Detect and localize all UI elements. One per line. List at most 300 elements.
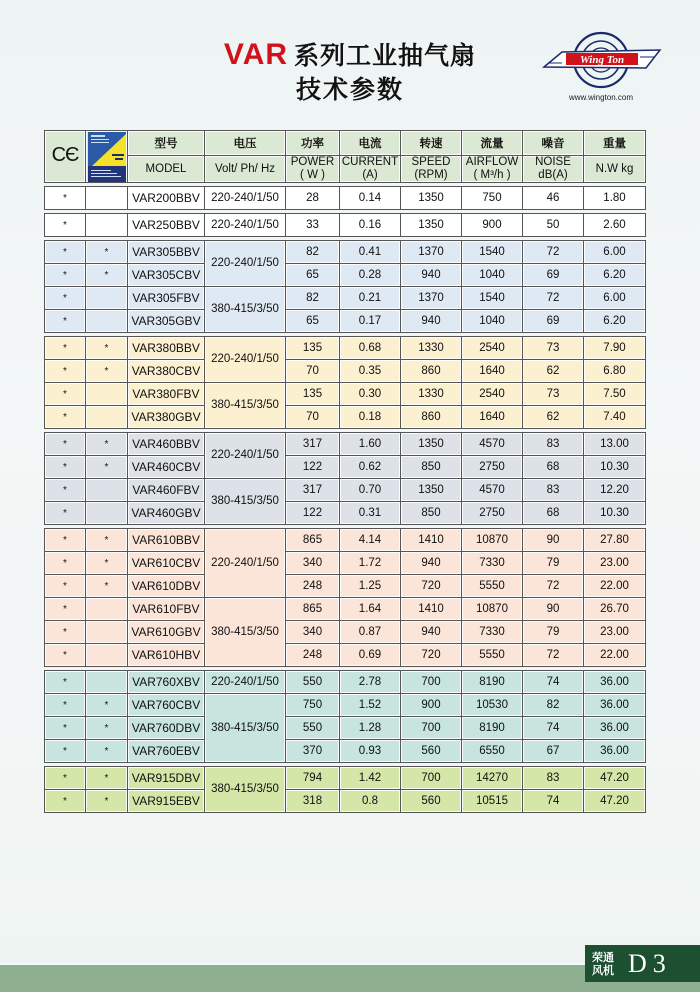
amca-certified-cell	[86, 502, 128, 525]
model-cell: VAR460BBV	[128, 433, 205, 456]
table-row	[45, 621, 646, 644]
ce-certified-cell: *	[45, 241, 86, 264]
wington-logo-icon	[536, 30, 666, 92]
model-cell: VAR305FBV	[128, 287, 205, 310]
airflow-cell: 1640	[462, 360, 523, 383]
model-cell: VAR305GBV	[128, 310, 205, 333]
noise-cell: 72	[523, 241, 584, 264]
table-row	[45, 264, 646, 287]
power-cell: 370	[286, 740, 340, 763]
airflow-cell: 1040	[462, 310, 523, 333]
current-cell: 0.93	[340, 740, 401, 763]
airflow-cell: 1540	[462, 241, 523, 264]
current-cell: 1.72	[340, 552, 401, 575]
ce-certified-cell: *	[45, 529, 86, 552]
model-cell: VAR380CBV	[128, 360, 205, 383]
ce-certified-cell: *	[45, 502, 86, 525]
table-row	[45, 479, 646, 502]
ce-certified-cell: *	[45, 187, 86, 210]
amca-header	[86, 131, 128, 183]
ce-header	[45, 131, 86, 183]
current-cell: 0.69	[340, 644, 401, 667]
weight-cell: 36.00	[584, 671, 646, 694]
model-cell: VAR460GBV	[128, 502, 205, 525]
svg-text:Wing Ton: Wing Ton	[579, 54, 625, 66]
weight-cell: 7.50	[584, 383, 646, 406]
amca-certified-cell	[86, 214, 128, 237]
speed-cell: 720	[401, 644, 462, 667]
model-cell: VAR380BBV	[128, 337, 205, 360]
weight-cell: 1.80	[584, 187, 646, 210]
current-cell: 0.41	[340, 241, 401, 264]
airflow-cell: 10530	[462, 694, 523, 717]
noise-cell: 83	[523, 767, 584, 790]
power-cell: 550	[286, 671, 340, 694]
airflow-cell: 2540	[462, 383, 523, 406]
model-cell: VAR610DBV	[128, 575, 205, 598]
table-row	[45, 598, 646, 621]
current-cell: 0.68	[340, 337, 401, 360]
power-cell: 65	[286, 310, 340, 333]
amca-certified-cell: *	[86, 767, 128, 790]
speed-cell: 1370	[401, 287, 462, 310]
noise-cell: 83	[523, 479, 584, 502]
amca-certified-cell: *	[86, 529, 128, 552]
col-weight-en-line: N.W kg	[595, 162, 634, 175]
col-volt-cn: 电压	[205, 131, 286, 156]
col-airflow-cn: 流量	[462, 131, 523, 156]
table-row	[45, 383, 646, 406]
noise-cell: 74	[523, 717, 584, 740]
col-current-cn: 电流	[340, 131, 401, 156]
amca-certified-cell	[86, 479, 128, 502]
current-cell: 1.64	[340, 598, 401, 621]
noise-cell: 69	[523, 264, 584, 287]
col-current-en-line: CURRENT	[341, 156, 399, 168]
col-model-cn: 型号	[128, 131, 205, 156]
airflow-cell: 10870	[462, 529, 523, 552]
power-cell: 750	[286, 694, 340, 717]
airflow-cell: 2750	[462, 456, 523, 479]
voltage-cell: 380-415/3/50	[205, 479, 286, 525]
current-cell: 0.14	[340, 187, 401, 210]
speed-cell: 860	[401, 406, 462, 429]
airflow-cell: 4570	[462, 433, 523, 456]
wington-logo	[536, 30, 666, 110]
noise-cell: 73	[523, 383, 584, 406]
amca-certified-cell	[86, 621, 128, 644]
current-cell: 0.87	[340, 621, 401, 644]
power-cell: 794	[286, 767, 340, 790]
model-cell: VAR305BBV	[128, 241, 205, 264]
title-series: 系列工业抽气扇	[294, 41, 477, 70]
model-cell: VAR610GBV	[128, 621, 205, 644]
ce-certified-cell: *	[45, 767, 86, 790]
noise-cell: 74	[523, 790, 584, 813]
voltage-cell: 380-415/3/50	[205, 694, 286, 763]
ce-certified-cell: *	[45, 310, 86, 333]
power-cell: 340	[286, 552, 340, 575]
table-row	[45, 575, 646, 598]
speed-cell: 1350	[401, 187, 462, 210]
amca-certified-cell	[86, 383, 128, 406]
voltage-cell: 380-415/3/50	[205, 767, 286, 813]
voltage-cell: 220-240/1/50	[205, 241, 286, 287]
table-row	[45, 644, 646, 667]
amca-certified-cell: *	[86, 740, 128, 763]
model-cell: VAR915DBV	[128, 767, 205, 790]
noise-cell: 72	[523, 287, 584, 310]
weight-cell: 10.30	[584, 502, 646, 525]
airflow-cell: 5550	[462, 644, 523, 667]
airflow-cell: 7330	[462, 621, 523, 644]
ce-certified-cell: *	[45, 552, 86, 575]
current-cell: 0.35	[340, 360, 401, 383]
speed-cell: 850	[401, 502, 462, 525]
col-airflow-en-line: AIRFLOW	[465, 156, 519, 168]
speed-cell: 940	[401, 264, 462, 287]
weight-cell: 22.00	[584, 575, 646, 598]
weight-cell: 22.00	[584, 644, 646, 667]
speed-cell: 1350	[401, 214, 462, 237]
table-row	[45, 767, 646, 790]
amca-certified-cell	[86, 644, 128, 667]
weight-cell: 23.00	[584, 552, 646, 575]
power-cell: 33	[286, 214, 340, 237]
weight-cell: 47.20	[584, 790, 646, 813]
speed-cell: 900	[401, 694, 462, 717]
amca-certified-cell	[86, 187, 128, 210]
current-cell: 1.52	[340, 694, 401, 717]
weight-cell: 6.20	[584, 264, 646, 287]
amca-certified-cell: *	[86, 717, 128, 740]
col-speed-cn: 转速	[401, 131, 462, 156]
noise-cell: 68	[523, 456, 584, 479]
col-airflow-en-line: ( M³/h )	[473, 169, 511, 181]
company-name	[592, 951, 614, 977]
amca-certified-cell: *	[86, 456, 128, 479]
power-cell: 317	[286, 433, 340, 456]
power-cell: 317	[286, 479, 340, 502]
col-power-cn: 功率	[286, 131, 340, 156]
speed-cell: 700	[401, 671, 462, 694]
amca-certified-cell	[86, 671, 128, 694]
speed-cell: 1350	[401, 479, 462, 502]
col-noise-en-line: NOISE	[535, 156, 571, 168]
power-cell: 70	[286, 406, 340, 429]
ce-certified-cell: *	[45, 717, 86, 740]
col-weight-cn: 重量	[584, 131, 646, 156]
col-noise-en	[523, 156, 584, 183]
ce-certified-cell: *	[45, 644, 86, 667]
noise-cell: 79	[523, 621, 584, 644]
weight-cell: 2.60	[584, 214, 646, 237]
airflow-cell: 5550	[462, 575, 523, 598]
voltage-cell: 220-240/1/50	[205, 529, 286, 598]
ce-certified-cell: *	[45, 406, 86, 429]
col-volt-en	[205, 156, 286, 183]
noise-cell: 50	[523, 214, 584, 237]
model-cell: VAR760DBV	[128, 717, 205, 740]
weight-cell: 13.00	[584, 433, 646, 456]
speed-cell: 1330	[401, 337, 462, 360]
weight-cell: 47.20	[584, 767, 646, 790]
amca-seal-icon	[88, 132, 126, 182]
model-cell: VAR610BBV	[128, 529, 205, 552]
current-cell: 2.78	[340, 671, 401, 694]
ce-certified-cell: *	[45, 598, 86, 621]
voltage-cell: 220-240/1/50	[205, 337, 286, 383]
ce-certified-cell: *	[45, 337, 86, 360]
amca-certified-cell	[86, 598, 128, 621]
noise-cell: 62	[523, 360, 584, 383]
speed-cell: 1370	[401, 241, 462, 264]
col-power-en-line: ( W )	[300, 169, 325, 181]
ce-certified-cell: *	[45, 740, 86, 763]
table-row	[45, 360, 646, 383]
current-cell: 0.21	[340, 287, 401, 310]
speed-cell: 940	[401, 310, 462, 333]
model-cell: VAR305CBV	[128, 264, 205, 287]
table-row	[45, 433, 646, 456]
amca-certified-cell: *	[86, 241, 128, 264]
noise-cell: 73	[523, 337, 584, 360]
airflow-cell: 6550	[462, 740, 523, 763]
model-cell: VAR200BBV	[128, 187, 205, 210]
col-speed-en-line: SPEED	[411, 156, 451, 168]
noise-cell: 69	[523, 310, 584, 333]
noise-cell: 79	[523, 552, 584, 575]
current-cell: 0.70	[340, 479, 401, 502]
page-badge	[585, 945, 700, 982]
speed-cell: 1410	[401, 598, 462, 621]
current-cell: 1.25	[340, 575, 401, 598]
current-cell: 0.8	[340, 790, 401, 813]
col-power-en-line: POWER	[290, 156, 335, 168]
header-row-cn	[45, 131, 646, 156]
current-cell: 0.16	[340, 214, 401, 237]
model-cell: VAR760XBV	[128, 671, 205, 694]
table-row	[45, 241, 646, 264]
airflow-cell: 750	[462, 187, 523, 210]
weight-cell: 26.70	[584, 598, 646, 621]
current-cell: 4.14	[340, 529, 401, 552]
power-cell: 65	[286, 264, 340, 287]
model-cell: VAR250BBV	[128, 214, 205, 237]
weight-cell: 7.40	[584, 406, 646, 429]
col-weight-en	[584, 156, 646, 183]
power-cell: 70	[286, 360, 340, 383]
noise-cell: 90	[523, 598, 584, 621]
amca-certified-cell: *	[86, 264, 128, 287]
amca-certified-cell: *	[86, 552, 128, 575]
table-row	[45, 529, 646, 552]
ce-certified-cell: *	[45, 479, 86, 502]
current-cell: 0.18	[340, 406, 401, 429]
speed-cell: 700	[401, 717, 462, 740]
model-cell: VAR760EBV	[128, 740, 205, 763]
weight-cell: 36.00	[584, 740, 646, 763]
ce-mark-icon: CЄ	[51, 143, 79, 166]
table-row	[45, 310, 646, 333]
noise-cell: 74	[523, 671, 584, 694]
company-name-line-1: 荣通	[592, 950, 614, 964]
weight-cell: 6.20	[584, 310, 646, 333]
model-cell: VAR380FBV	[128, 383, 205, 406]
current-cell: 1.60	[340, 433, 401, 456]
power-cell: 340	[286, 621, 340, 644]
airflow-cell: 14270	[462, 767, 523, 790]
company-name-line-2: 风机	[592, 963, 614, 977]
weight-cell: 12.20	[584, 479, 646, 502]
ce-certified-cell: *	[45, 264, 86, 287]
speed-cell: 560	[401, 740, 462, 763]
amca-certified-cell: *	[86, 360, 128, 383]
col-volt-en-line: Volt/ Ph/ Hz	[214, 162, 276, 175]
power-cell: 865	[286, 529, 340, 552]
model-cell: VAR760CBV	[128, 694, 205, 717]
ce-certified-cell: *	[45, 287, 86, 310]
current-cell: 0.17	[340, 310, 401, 333]
power-cell: 248	[286, 575, 340, 598]
power-cell: 135	[286, 383, 340, 406]
ce-certified-cell: *	[45, 456, 86, 479]
voltage-cell: 220-240/1/50	[205, 214, 286, 237]
weight-cell: 36.00	[584, 717, 646, 740]
noise-cell: 72	[523, 644, 584, 667]
table-row	[45, 337, 646, 360]
ce-certified-cell: *	[45, 214, 86, 237]
speed-cell: 1410	[401, 529, 462, 552]
table-row	[45, 552, 646, 575]
ce-certified-cell: *	[45, 433, 86, 456]
ce-certified-cell: *	[45, 694, 86, 717]
col-model-en	[128, 156, 205, 183]
table-row	[45, 790, 646, 813]
noise-cell: 72	[523, 575, 584, 598]
model-cell: VAR610CBV	[128, 552, 205, 575]
amca-certified-cell: *	[86, 694, 128, 717]
ce-certified-cell: *	[45, 575, 86, 598]
table-row	[45, 694, 646, 717]
noise-cell: 67	[523, 740, 584, 763]
current-cell: 1.28	[340, 717, 401, 740]
col-speed-en-line: (RPM)	[414, 169, 448, 181]
website-url: www.wington.com	[568, 93, 634, 102]
current-cell: 0.62	[340, 456, 401, 479]
title-brand: VAR	[223, 38, 289, 71]
amca-certified-cell	[86, 287, 128, 310]
speed-cell: 1350	[401, 433, 462, 456]
table-row	[45, 406, 646, 429]
airflow-cell: 10870	[462, 598, 523, 621]
airflow-cell: 900	[462, 214, 523, 237]
noise-cell: 46	[523, 187, 584, 210]
model-cell: VAR610FBV	[128, 598, 205, 621]
amca-certified-cell	[86, 406, 128, 429]
model-cell: VAR460FBV	[128, 479, 205, 502]
power-cell: 82	[286, 287, 340, 310]
model-cell: VAR610HBV	[128, 644, 205, 667]
voltage-cell: 380-415/3/50	[205, 383, 286, 429]
noise-cell: 82	[523, 694, 584, 717]
airflow-cell: 1040	[462, 264, 523, 287]
speed-cell: 560	[401, 790, 462, 813]
amca-certified-cell	[86, 310, 128, 333]
table-row	[45, 287, 646, 310]
col-current-en-line: (A)	[362, 169, 378, 181]
airflow-cell: 1540	[462, 287, 523, 310]
table-row	[45, 717, 646, 740]
amca-certified-cell: *	[86, 790, 128, 813]
voltage-cell: 380-415/3/50	[205, 287, 286, 333]
current-cell: 1.42	[340, 767, 401, 790]
power-cell: 82	[286, 241, 340, 264]
current-cell: 0.28	[340, 264, 401, 287]
header-row-en	[45, 156, 646, 183]
airflow-cell: 2750	[462, 502, 523, 525]
noise-cell: 90	[523, 529, 584, 552]
col-model-en-line: MODEL	[145, 162, 187, 175]
col-power-en	[286, 156, 340, 183]
power-cell: 28	[286, 187, 340, 210]
weight-cell: 23.00	[584, 621, 646, 644]
speed-cell: 850	[401, 456, 462, 479]
power-cell: 318	[286, 790, 340, 813]
noise-cell: 62	[523, 406, 584, 429]
airflow-cell: 2540	[462, 337, 523, 360]
ce-certified-cell: *	[45, 383, 86, 406]
power-cell: 135	[286, 337, 340, 360]
speed-cell: 1330	[401, 383, 462, 406]
current-cell: 0.30	[340, 383, 401, 406]
spec-table	[44, 130, 646, 813]
weight-cell: 6.00	[584, 287, 646, 310]
model-cell: VAR460CBV	[128, 456, 205, 479]
weight-cell: 6.00	[584, 241, 646, 264]
voltage-cell: 380-415/3/50	[205, 598, 286, 667]
col-noise-en-line: dB(A)	[538, 169, 568, 181]
power-cell: 865	[286, 598, 340, 621]
power-cell: 248	[286, 644, 340, 667]
speed-cell: 860	[401, 360, 462, 383]
weight-cell: 27.80	[584, 529, 646, 552]
voltage-cell: 220-240/1/50	[205, 433, 286, 479]
speed-cell: 720	[401, 575, 462, 598]
airflow-cell: 7330	[462, 552, 523, 575]
voltage-cell: 220-240/1/50	[205, 671, 286, 694]
col-current-en	[340, 156, 401, 183]
airflow-cell: 8190	[462, 717, 523, 740]
power-cell: 122	[286, 456, 340, 479]
model-cell: VAR380GBV	[128, 406, 205, 429]
amca-certified-cell: *	[86, 575, 128, 598]
ce-certified-cell: *	[45, 671, 86, 694]
power-cell: 550	[286, 717, 340, 740]
col-airflow-en	[462, 156, 523, 183]
table-row	[45, 740, 646, 763]
speed-cell: 940	[401, 621, 462, 644]
speed-cell: 700	[401, 767, 462, 790]
current-cell: 0.31	[340, 502, 401, 525]
weight-cell: 36.00	[584, 694, 646, 717]
amca-certified-cell: *	[86, 337, 128, 360]
weight-cell: 10.30	[584, 456, 646, 479]
weight-cell: 7.90	[584, 337, 646, 360]
airflow-cell: 1640	[462, 406, 523, 429]
power-cell: 122	[286, 502, 340, 525]
ce-certified-cell: *	[45, 360, 86, 383]
